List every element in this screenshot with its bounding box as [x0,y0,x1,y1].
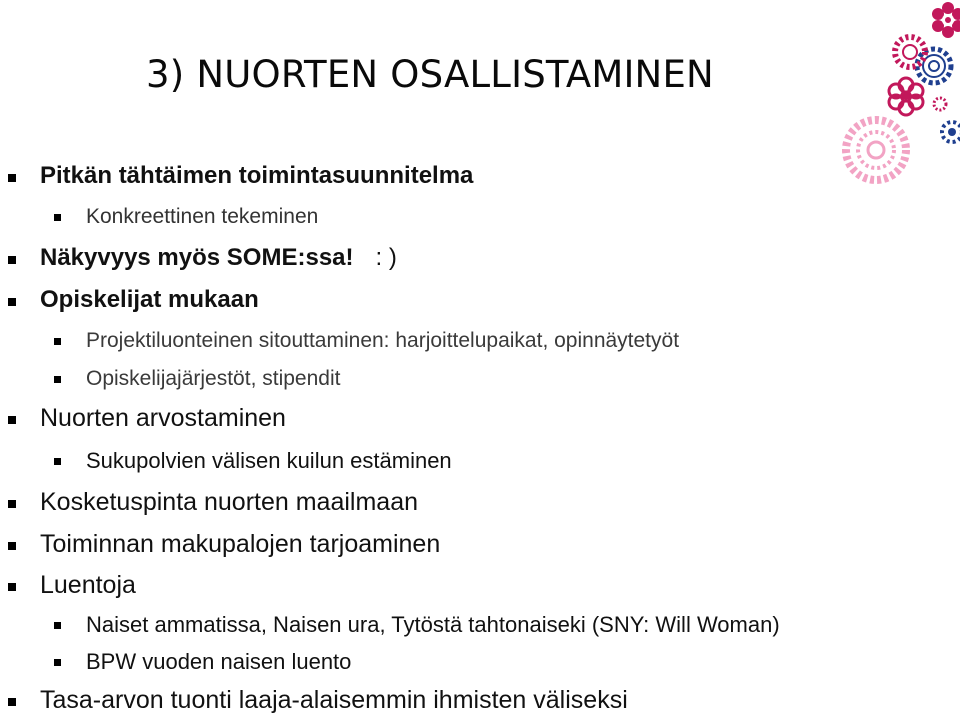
bullet-item [40,246,397,270]
bullet-item [40,164,473,188]
bullet-text: Opiskelijajärjestöt, stipendit [86,367,341,390]
bullet-square-icon [54,659,61,666]
bullet-text: Sukupolvien välisen kuilun estäminen [86,448,452,473]
sub-bullet-item [86,450,452,472]
bullet-text: Opiskelijat mukaan [40,286,259,313]
bullet-text: Projektiluonteinen sitouttaminen: harjoittelupaikat, opinnäytetyöt [86,329,680,352]
gear-icon [942,122,960,142]
bullet-text: BPW vuoden naisen luento [86,649,352,674]
bullet-square-icon [8,500,16,508]
flower-gear-cluster-icon [830,0,960,200]
sub-bullet-item [86,651,351,673]
bullet-text: Tasa-arvon tuonti laaja-alaisemmin ihmisten väliseksi [40,686,628,714]
sub-bullet-item [86,368,340,389]
bullet-item [40,573,136,598]
bullet-item [40,688,628,713]
sub-bullet-item [86,614,780,636]
bullet-text: Luentoja [40,571,136,599]
slide-title: 3) NUORTEN OSALLISTAMINEN [146,53,714,96]
bullet-square-icon [8,298,16,306]
bullet-item [40,406,286,431]
bullet-square-icon [8,174,16,182]
bullet-text: Konkreettinen tekeminen [86,205,319,228]
bullet-item [40,490,418,515]
sub-bullet-item [86,206,318,227]
bullet-item [40,532,440,557]
flower-icon [934,98,946,110]
flower-icon [846,120,906,180]
bullet-text: Kosketuspinta nuorten maailmaan [40,488,419,516]
bullet-square-icon [8,542,16,550]
flower-icon [932,2,960,38]
bullet-text: Naiset ammatissa, Naisen ura, Tytöstä tahtonaiseki (SNY: Will Woman) [86,612,780,637]
bullet-text: Näkyvyys myös SOME:ssa! [40,244,354,271]
bullet-text: Nuorten arvostaminen [40,404,286,432]
bullet-square-icon [8,256,16,264]
bullet-square-icon [54,622,61,629]
bullet-square-icon [54,376,61,383]
bullet-square-icon [54,214,61,221]
bullet-square-icon [8,416,16,424]
bullet-square-icon [8,583,16,591]
smiley-text: : ) [375,244,397,271]
sub-bullet-item [86,330,679,351]
flower-icon [889,78,923,115]
bullet-square-icon [8,698,16,706]
bullet-text: Toiminnan makupalojen tarjoaminen [40,530,441,558]
bullet-square-icon [54,458,61,465]
bullet-square-icon [54,338,61,345]
bullet-item [40,288,259,312]
bullet-text: Pitkän tähtäimen toimintasuunnitelma [40,162,474,189]
